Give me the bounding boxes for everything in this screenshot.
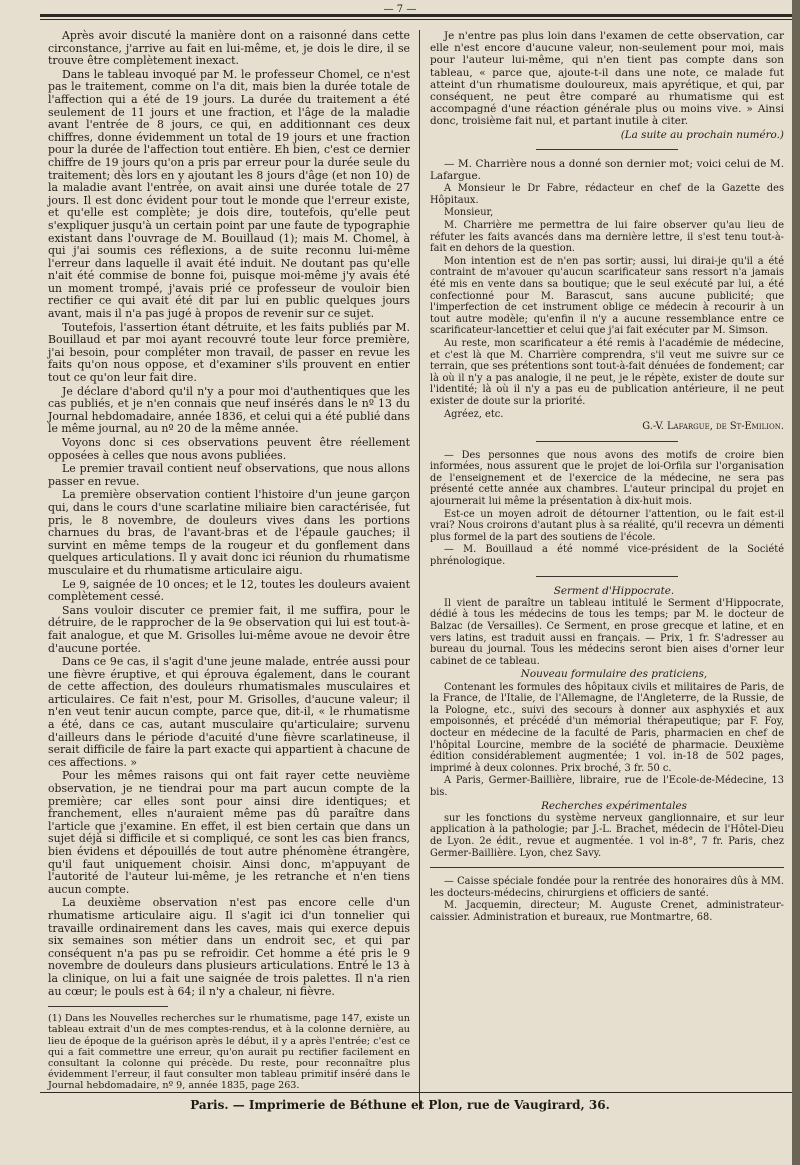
charriere-intro: — M. Charrière nous a donné son dernier mot; voici celui de M. Lafargue. bbox=[430, 157, 784, 183]
left-paragraph: Après avoir discuté la manière dont on a raisonné dans cette circonstance, j'arrive au fait en lui-même, et, je dois le dire, il se trouve être complètement inexact. bbox=[48, 29, 410, 68]
left-paragraph: La deuxième observation n'est pas encore celle d'un rhumatisme articulaire aigu. Il s'agit ici d'un tonnelier qui travaille ordinairement dans les caves, mais qui exerce depuis six semaines son métier dans un endroit sec, et qui par conséquent n'a pas pu se refroidir. Cet homme a été pris le 9 novembre de douleurs dans plusieurs articulations. Entré le 13 à la clinique, on lui a fait une saignée de trois palettes. Il n'a rien au cœur; le pouls est à 64; il n'y a chaleur, ni fièvre. bbox=[48, 896, 410, 998]
left-paragraph: Je déclare d'abord qu'il n'y a pour moi d'authentiques que les cas publiés, et je n'en connais que neuf insérés dans le nº 13 du Journal hebdomadaire, année 1836, et celui qui a été publié dans le même journal, au nº 20 de la même année. bbox=[48, 384, 410, 436]
continued-note: (La suite au prochain numéro.) bbox=[620, 128, 784, 141]
letter-signature: G.-V. Lafargue, de St-Emilion. bbox=[642, 421, 784, 433]
section-rule bbox=[430, 867, 784, 868]
page-number: — 7 — bbox=[383, 4, 417, 15]
page-edge-shadow bbox=[792, 0, 800, 1165]
news-item: — Des personnes que nous avons des motifs de croire bien informées, nous assurent que le projet de loi-Orfila sur l'organisation de l'enseignement et de l'exercice de la médecine, ne sera pas présenté cette année aux chambres. L'auteur principal du projet en ajournerait lui même la présentation à dix-huit mois. bbox=[430, 449, 784, 508]
left-paragraph: Voyons donc si ces observations peuvent être réellement opposées à celles que nous avons publiées. bbox=[48, 436, 410, 462]
letter-address: A Monsieur le Dr Fabre, rédacteur en chef de la Gazette des Hôpitaux. bbox=[430, 183, 784, 206]
left-paragraph: Dans ce 9e cas, il s'agit d'une jeune malade, entrée aussi pour une fièvre éruptive, et qui éprouva également, dans le courant de cette affection, des douleurs rhumatismales musculaires et articulaires. Ce fait n'est, pour M. Grisolles, d'aucune valeur; il n'en veut tenir aucun compte, parce que, dit-il, « le rhumatisme a été, dans ce cas, autant musculaire qu'articulaire; survenu d'ailleurs dans le période d'acuité d'une fièvre scarlatineuse, il serait difficile de faire la part exacte qui appartient à chacune de ces affections. » bbox=[48, 655, 410, 769]
left-paragraph: Dans le tableau invoqué par M. le professeur Chomel, ce n'est pas le traitement, comme on l'a dit, mais bien la durée totale de l'affection qui a été de 19 jours. La durée du traitement a été seulement de 11 jours et une fraction, et l'âge de la maladie avant l'entrée de 8 jours, ce qui, en additionnant ces deux chiffres, donne évidemment un total de 19 jours et une fraction pour la durée de l'affection tout entière. Eh bien, c'est ce dernier chiffre de 19 jours qu'on a pris par erreur pour la durée seule du traitement; dès lors en y ajoutant les 8 jours d'âge (et non 10) de la maladie avant l'entrée, on avait ainsi une durée totale de 27 jours. Il est donc évident pour tout le monde que l'erreur existe, et qu'elle est complète; je dois dire, toutefois, qu'elle peut s'expliquer jusqu'à un certain point par une faute de typographie existant dans l'ouvrage de M. Bouillaud (1); mais M. Chomel, à qui j'ai soumis ces réflexions, a de suite reconnu lui-même l'erreur dans laquelle il avait été induit. Ne doutant pas qu'elle n'ait été commise de bonne foi, puisque moi-même j'y avais été un moment trompé, j'avais prié ce professeur de vouloir bien rectifier ce qui avait été dit par lui en public quelques jours avant, mais il n'a pas jugé à propos de revenir sur ce sujet. bbox=[48, 67, 410, 321]
left-paragraph: Pour les mêmes raisons qui ont fait rayer cette neuvième observation, je ne tiendrai pour ma part aucun compte de la première; car elles sont pour ainsi dire identiques; et franchement, elles n'auraient même pas dû paraître dans l'article que j'examine. En effet, il est bien certain que dans un sujet déjà si difficile et si compliqué, ce sont les cas bien francs, bien évidens et dépouillés de tout autre phénomène étrangère, qu'il faut uniquement choisir. Ainsi donc, m'appuyant de l'autorité de l'auteur lui-même, je les retranche et n'en tiens aucun compte. bbox=[48, 769, 410, 896]
announcement: — Caisse spéciale fondée pour la rentrée des honoraires dûs à MM. les docteurs-médecins, chirurgiens et officiers de santé. bbox=[430, 876, 784, 899]
top-rule-thin bbox=[40, 19, 792, 20]
footnote-block bbox=[48, 1013, 410, 1091]
footnote-rule bbox=[48, 1006, 168, 1007]
letter-salutation: Monsieur, bbox=[444, 207, 494, 219]
column-divider bbox=[419, 30, 420, 1110]
section-rule bbox=[536, 149, 678, 150]
announcement: sur les fonctions du système nerveux ganglionnaire, et sur leur application à la pathologie; par J.-L. Brachet, médecin de l'Hôtel-Dieu de Lyon. 2e édit., revue et augmentée. 1 vol in-8°, 7 fr. Paris, chez Germer-Baillière. Lyon, chez Savy. bbox=[430, 812, 784, 859]
right-paragraph: Je n'entre pas plus loin dans l'examen de cette observation, car elle n'est encore d'aucune valeur, non-seulement pour moi, mais pour l'auteur lui-même, qui n'en tient pas compte dans son tableau, « parce que, ajoute-t-il dans une note, ce malade fut atteint d'un rhumatisme douloureux, mais apyrétique, et qui, par conséquent, ne peut être comparé au rhumatisme qui est accompagné d'une réaction générale plus ou moins vive. » Ainsi donc, troisième fait nul, et partant inutile à citer. bbox=[430, 30, 784, 128]
footnote: (1) Dans les Nouvelles recherches sur le rhumatisme, page 147, existe un tableau extrait d'un de mes comptes-rendus, et à la colonne dernière, au lieu de époque de la guérison après le début, il y a après l'entrée; c'est ce qui a fait commettre une erreur, qu'on aurait pu rectifier facilement en consultant la colonne qui précède. Du reste, pour reconnaître plus évidemment l'erreur, il faut consulter mon tableau primitif inséré dans le Journal hebdomadaire, nº 9, année 1835, page 263. bbox=[48, 1013, 410, 1092]
section-heading: Recherches expérimentales bbox=[541, 799, 687, 812]
section-rule bbox=[536, 441, 678, 442]
left-paragraph: Toutefois, l'assertion étant détruite, et les faits publiés par M. Bouillaud et par moi ayant recouvré toute leur force première, j'ai besoin, pour compléter mon travail, de passer en revue les faits qu'on nous oppose, et d'examiner s'ils prouvent en entier tout ce qu'on leur fait dire. bbox=[48, 320, 410, 385]
announcement: Contenant les formules des hôpitaux civils et militaires de Paris, de la France, de l'Italie, de l'Allemagne, de l'Angleterre, de la Russie, de la Pologne, etc., suivi des secours à donner aux asphyxiés et aux empoisonnés, et précédé d'un mémorial thérapeutique; par F. Foy, docteur en médecine de la faculté de Paris, pharmacien en chef de l'hôpital Lourcine, membre de la société de pharmacie. Deuxième édition considérablement augmentée; 1 vol. in-18 de 502 pages, imprimé à deux colonnes. Prix broché, 3 fr. 50 c. bbox=[430, 681, 784, 774]
right-column bbox=[430, 30, 784, 925]
left-column bbox=[48, 30, 410, 1093]
letter-paragraph: Au reste, mon scarificateur a été remis à l'académie de médecine, et c'est là que M. Charrière comprendra, s'il veut me suivre sur ce terrain, que ses prétentions sont tout-à-fait dénuées de fondement; car là où il n'y a pas analogie, il ne peut, je le répète, exister de doute sur l'identité; là où il n'y a pas eu de publication antérieure, il ne peut exister de doute sur la priorité. bbox=[430, 337, 784, 407]
news-item: — M. Bouillaud a été nommé vice-président de la Société phrénologique. bbox=[430, 544, 784, 568]
letter-paragraph: Mon intention est de n'en pas sortir; aussi, lui dirai-je qu'il a été contraint de m'avouer qu'aucun scarificateur sans ressort n'a jamais été mis en vente dans sa boutique; que le seul exécuté par lui, a été confectionné pour M. Barascut, sans aucune publicité; que l'imperfection de cet instrument oblige ce médecin à recourir à un tout autre modèle; qu'enfin il n'y a aucune ressemblance entre ce scarificateur-lancettier et celui que j'ai fait exécuter par M. Simson. bbox=[430, 255, 784, 337]
left-paragraph: Le premier travail contient neuf observations, que nous allons passer en revue. bbox=[48, 462, 410, 488]
left-paragraph: Le 9, saignée de 10 onces; et le 12, toutes les douleurs avaient complètement cessé. bbox=[48, 577, 410, 604]
announcement: Il vient de paraître un tableau intitulé le Serment d'Hippocrate, dédié à tous les médecins de tous les temps; par M. le docteur de Balzac (de Versailles). Ce Serment, en prose grecque et latine, et en vers latins, est traduit aussi en français. — Prix, 1 fr. S'adresser au bureau du journal. Tous les médecins seront bien aises d'orner leur cabinet de ce tableau. bbox=[430, 597, 784, 667]
footer-rule bbox=[40, 1092, 792, 1093]
news-item: Est-ce un moyen adroit de détourner l'attention, ou le fait est-il vrai? Nous croirons d'autant plus à sa réalité, qu'il recevra un démenti plus formel de la part des soutiens de l'école. bbox=[430, 508, 784, 543]
section-rule bbox=[536, 576, 678, 577]
letter-closing: Agréez, etc. bbox=[444, 408, 504, 420]
left-paragraph: Sans vouloir discuter ce premier fait, il me suffira, pour le détruire, de le rapprocher de la 9e observation qui lui est tout-à-fait analogue, et que M. Grisolles lui-même avoue ne devoir être d'aucune portée. bbox=[48, 603, 410, 655]
left-paragraph: La première observation contient l'histoire d'un jeune garçon qui, dans le cours d'une scarlatine miliaire bien caractérisée, fut pris, le 8 novembre, de douleurs vives dans les portions charnues du bras, de l'avant-bras et de l'épaule gauches; il survint en même temps de la rougeur et du gonflement dans quelques articulations. Il y avait donc ici réunion du rhumatisme musculaire et du rhumatisme articulaire aigu. bbox=[48, 488, 410, 577]
section-heading: Nouveau formulaire des praticiens, bbox=[520, 668, 708, 681]
printer-imprint: Paris. — Imprimerie de Béthune et Plon, rue de Vaugirard, 36. bbox=[190, 1098, 610, 1112]
announcement: A Paris, Germer-Baillière, libraire, rue de l'Ecole-de-Médecine, 13 bis. bbox=[430, 775, 784, 798]
announcement: M. Jacquemin, directeur; M. Auguste Crenet, administrateur-caissier. Administration et bureaux, rue Montmartre, 68. bbox=[430, 900, 784, 923]
letter-paragraph: M. Charrière me permettra de lui faire observer qu'au lieu de réfuter les faits avancés dans ma dernière lettre, il s'est tenu tout-à-fait en dehors de la question. bbox=[430, 220, 784, 255]
section-heading: Serment d'Hippocrate. bbox=[553, 584, 675, 597]
